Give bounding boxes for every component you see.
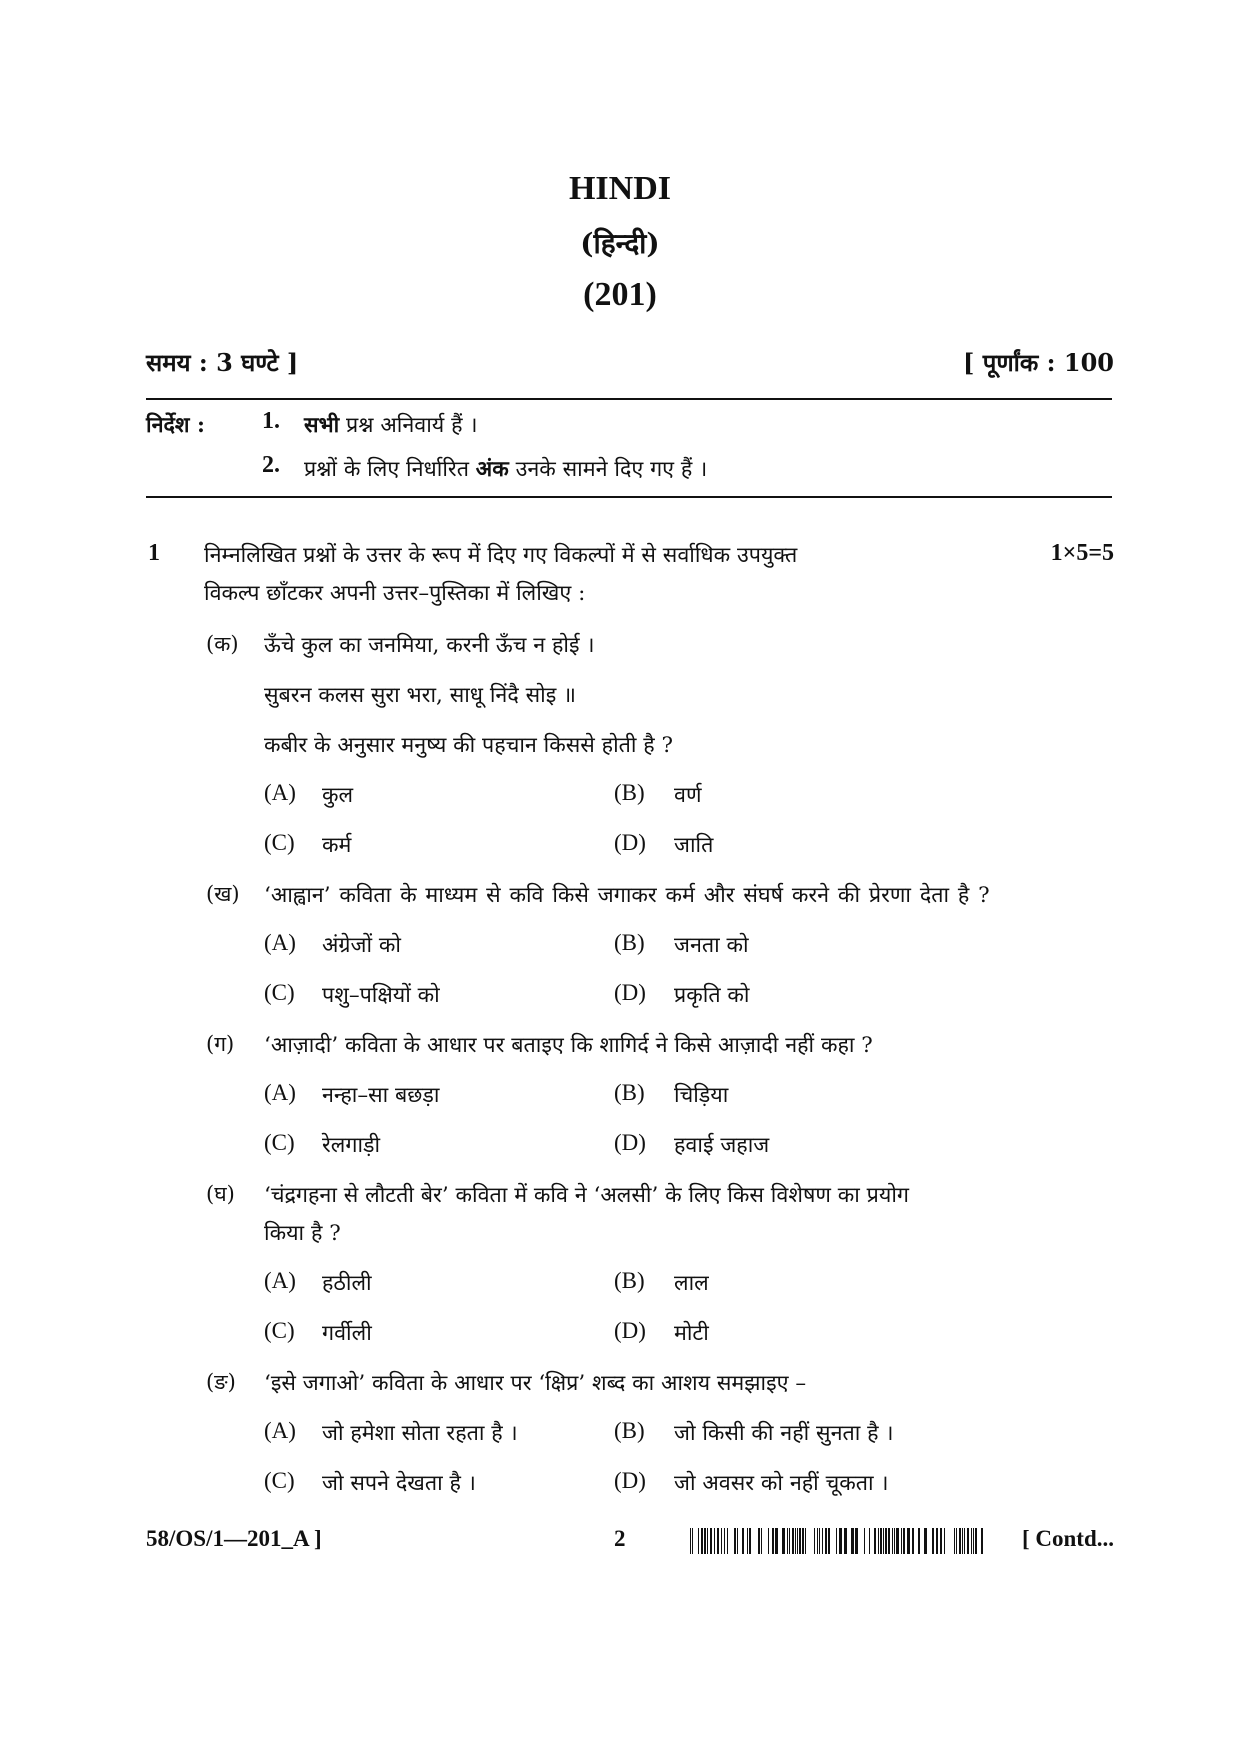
- barcode-bar: [924, 1528, 927, 1554]
- question-marks: 1×5=5: [1050, 540, 1114, 566]
- barcode-bar: [690, 1528, 691, 1554]
- part-kha-line-1: ‘आह्वान’ कविता के माध्यम से कवि किसे जगाकर कर्म और संघर्ष करने की प्रेरणा देता है ?: [264, 883, 990, 908]
- barcode-bar: [932, 1528, 934, 1554]
- barcode-bar: [721, 1528, 722, 1554]
- part-gha-line-1: ‘चंद्रगहना से लौटती बेर’ कविता में कवि ने ‘अलसी’ के लिए किस विशेषण का प्रयोग: [264, 1183, 910, 1208]
- part-gha-option-d-label: (D): [614, 1318, 646, 1343]
- barcode-bar: [775, 1528, 778, 1554]
- barcode-bar: [959, 1528, 961, 1554]
- part-ka-option-a-label: (A): [264, 780, 296, 805]
- barcode-bar: [789, 1528, 790, 1554]
- instruction-1-text: सभी प्रश्न अनिवार्य हैं ।: [304, 413, 478, 438]
- barcode-bar: [819, 1528, 820, 1554]
- barcode-bar: [822, 1528, 823, 1554]
- part-gha-option-c-label: (C): [264, 1318, 295, 1343]
- barcode-bar: [795, 1528, 796, 1554]
- part-nga-option-d-text: जो अवसर को नहीं चूकता ।: [674, 1471, 889, 1496]
- part-nga-option-b-text: जो किसी की नहीं सुनता है ।: [674, 1421, 894, 1446]
- barcode-bar: [761, 1528, 762, 1554]
- barcode-bar: [888, 1528, 890, 1554]
- part-nga-option-b-label: (B): [614, 1418, 645, 1443]
- part-gha-option-b-text: लाल: [674, 1271, 709, 1296]
- part-kha-option-b-label: (B): [614, 930, 645, 955]
- barcode-bar: [814, 1528, 815, 1554]
- barcode-bar: [698, 1528, 699, 1554]
- footer-paper-code: 58/OS/1—201_A ]: [146, 1526, 322, 1551]
- time-allowed: समय : 3 घण्टे ]: [146, 348, 299, 377]
- part-ga-label: (ग): [206, 1032, 235, 1056]
- part-gha-option-a-text: हठीली: [322, 1271, 372, 1296]
- part-ka-option-c-text: कर्म: [322, 833, 352, 858]
- part-kha-option-b-text: जनता को: [674, 933, 749, 958]
- part-kha-option-a-text: अंग्रेजों को: [322, 933, 401, 958]
- barcode-bar: [727, 1528, 728, 1554]
- part-ka-option-d-label: (D): [614, 830, 646, 855]
- barcode-bar: [724, 1528, 725, 1554]
- part-ka-option-b-label: (B): [614, 780, 645, 805]
- barcode-bar: [714, 1528, 715, 1554]
- part-ga-option-d-label: (D): [614, 1130, 646, 1155]
- barcode-bar: [981, 1528, 983, 1554]
- part-kha-option-c-text: पशु–पक्षियों को: [322, 983, 440, 1008]
- part-ga-option-a-text: नन्हा–सा बछड़ा: [322, 1083, 440, 1108]
- part-nga-option-d-label: (D): [614, 1468, 646, 1493]
- barcode-bar: [734, 1528, 736, 1554]
- barcode-bar: [896, 1528, 899, 1554]
- header-rule-bottom: [146, 496, 1112, 498]
- barcode-bar: [737, 1528, 738, 1554]
- barcode-bar: [836, 1528, 837, 1554]
- barcode-image: [690, 1528, 990, 1554]
- barcode-bar: [869, 1528, 870, 1554]
- part-gha-line-2: किया है ?: [264, 1221, 341, 1246]
- barcode-bar: [782, 1528, 785, 1554]
- header-rule-top: [146, 398, 1112, 400]
- instruction-2-number: 2.: [262, 452, 280, 478]
- barcode-bar: [956, 1528, 957, 1554]
- barcode-bar: [704, 1528, 706, 1554]
- instruction-1-number: 1.: [262, 408, 280, 434]
- barcode-bar: [962, 1528, 963, 1554]
- part-nga-option-c-label: (C): [264, 1468, 295, 1493]
- barcode-bar: [894, 1528, 895, 1554]
- part-ga-line-1: ‘आज़ादी’ कविता के आधार पर बताइए कि शागिर्द ने किसे आज़ादी नहीं कहा ?: [264, 1033, 873, 1058]
- barcode-bar: [967, 1528, 969, 1554]
- barcode-bar: [805, 1528, 806, 1554]
- barcode-bar: [817, 1528, 818, 1554]
- part-ka-line-1: ऊँचे कुल का जनमिया, करनी ऊँच न होई ।: [264, 633, 595, 658]
- barcode-bar: [701, 1528, 703, 1554]
- barcode-bar: [825, 1528, 827, 1554]
- part-ka-option-a-text: कुल: [322, 783, 354, 808]
- barcode-bar: [707, 1528, 708, 1554]
- barcode-bar: [892, 1528, 893, 1554]
- part-kha-label: (ख): [206, 882, 240, 906]
- barcode-bar: [954, 1528, 955, 1554]
- barcode-bar: [717, 1528, 719, 1554]
- barcode-bar: [839, 1528, 842, 1554]
- part-kha-option-d-label: (D): [614, 980, 646, 1005]
- barcode-bar: [749, 1528, 751, 1554]
- barcode-bar: [802, 1528, 804, 1554]
- barcode-bar: [772, 1528, 774, 1554]
- part-nga-option-a-label: (A): [264, 1418, 296, 1443]
- part-gha-option-c-text: गर्वीली: [322, 1321, 372, 1346]
- barcode-bar: [742, 1528, 744, 1554]
- barcode-bar: [940, 1528, 942, 1554]
- barcode-bar: [799, 1528, 801, 1554]
- barcode-bar: [880, 1528, 882, 1554]
- question-text-line-1: निम्नलिखित प्रश्नों के उत्तर के रूप में दिए गए विकल्पों में से सर्वाधिक उपयुक्त: [204, 543, 798, 568]
- barcode-bar: [864, 1528, 865, 1554]
- barcode-bar: [844, 1528, 847, 1554]
- barcode-bar: [918, 1528, 920, 1554]
- barcode-bar: [971, 1528, 972, 1554]
- part-ga-option-b-label: (B): [614, 1080, 645, 1105]
- barcode-bar: [768, 1528, 769, 1554]
- barcode-bar: [878, 1528, 879, 1554]
- barcode-bar: [944, 1528, 945, 1554]
- part-ga-option-c-text: रेलगाड़ी: [322, 1133, 381, 1158]
- subject-title-hindi: (हिन्दी): [580, 227, 660, 260]
- barcode-bar: [792, 1528, 794, 1554]
- part-kha-option-c-label: (C): [264, 980, 295, 1005]
- part-nga-label: (ङ): [206, 1370, 236, 1394]
- barcode-bar: [692, 1528, 693, 1554]
- barcode-bar: [758, 1528, 760, 1554]
- instruction-2-text: प्रश्नों के लिए निर्धारित अंक उनके सामने दिए गए हैं ।: [304, 457, 708, 482]
- barcode-bar: [828, 1528, 830, 1554]
- subject-code: (201): [583, 276, 657, 313]
- barcode-bar: [885, 1528, 887, 1554]
- barcode-bar: [883, 1528, 884, 1554]
- footer-continued: [ Contd...: [1021, 1526, 1114, 1551]
- barcode-bar: [975, 1528, 977, 1554]
- part-ka-option-d-text: जाति: [674, 833, 714, 858]
- barcode-bar: [874, 1528, 876, 1554]
- part-gha-label: (घ): [206, 1182, 235, 1206]
- part-nga-option-c-text: जो सपने देखता है ।: [322, 1471, 476, 1496]
- part-nga-option-a-text: जो हमेशा सोता रहता है ।: [322, 1421, 518, 1446]
- footer-page-number: 2: [614, 1526, 626, 1551]
- question-text-line-2: विकल्प छाँटकर अपनी उत्तर–पुस्तिका में लिखिए :: [204, 581, 586, 606]
- part-ka-option-c-label: (C): [264, 830, 295, 855]
- barcode-bar: [747, 1528, 748, 1554]
- barcode-bar: [855, 1528, 858, 1554]
- barcode-bar: [797, 1528, 798, 1554]
- part-gha-option-a-label: (A): [264, 1268, 296, 1293]
- part-ka-option-b-text: वर्ण: [674, 783, 702, 808]
- part-gha-option-b-label: (B): [614, 1268, 645, 1293]
- barcode-bar: [787, 1528, 788, 1554]
- part-ka-line-3: कबीर के अनुसार मनुष्य की पहचान किससे होती है ?: [264, 733, 674, 758]
- subject-title-english: HINDI: [568, 170, 672, 207]
- part-ka-line-2: सुबरन कलस सुरा भरा, साधू निंदै सोइ ॥: [264, 683, 576, 708]
- barcode-bar: [903, 1528, 905, 1554]
- barcode-bar: [912, 1528, 914, 1554]
- part-kha-option-d-text: प्रकृति को: [674, 983, 750, 1008]
- question-number: 1: [148, 540, 160, 566]
- maximum-marks: [ पूर्णांक : 100: [962, 348, 1114, 377]
- part-ka-label: (क): [206, 632, 239, 656]
- barcode-bar: [907, 1528, 910, 1554]
- part-kha-option-a-label: (A): [264, 930, 296, 955]
- barcode-bar: [901, 1528, 902, 1554]
- barcode-bar: [936, 1528, 938, 1554]
- instructions-label: निर्देश :: [146, 413, 205, 438]
- barcode-bar: [710, 1528, 712, 1554]
- barcode-bar: [964, 1528, 965, 1554]
- part-nga-line-1: ‘इसे जगाओ’ कविता के आधार पर ‘क्षिप्र’ शब्द का आशय समझाइए –: [264, 1371, 807, 1396]
- part-ga-option-d-text: हवाई जहाज: [674, 1133, 770, 1158]
- part-ga-option-b-text: चिड़िया: [674, 1083, 729, 1108]
- part-ga-option-a-label: (A): [264, 1080, 296, 1105]
- part-gha-option-d-text: मोटी: [674, 1321, 709, 1346]
- barcode-bar: [973, 1528, 974, 1554]
- part-ga-option-c-label: (C): [264, 1130, 295, 1155]
- barcode-bar: [851, 1528, 854, 1554]
